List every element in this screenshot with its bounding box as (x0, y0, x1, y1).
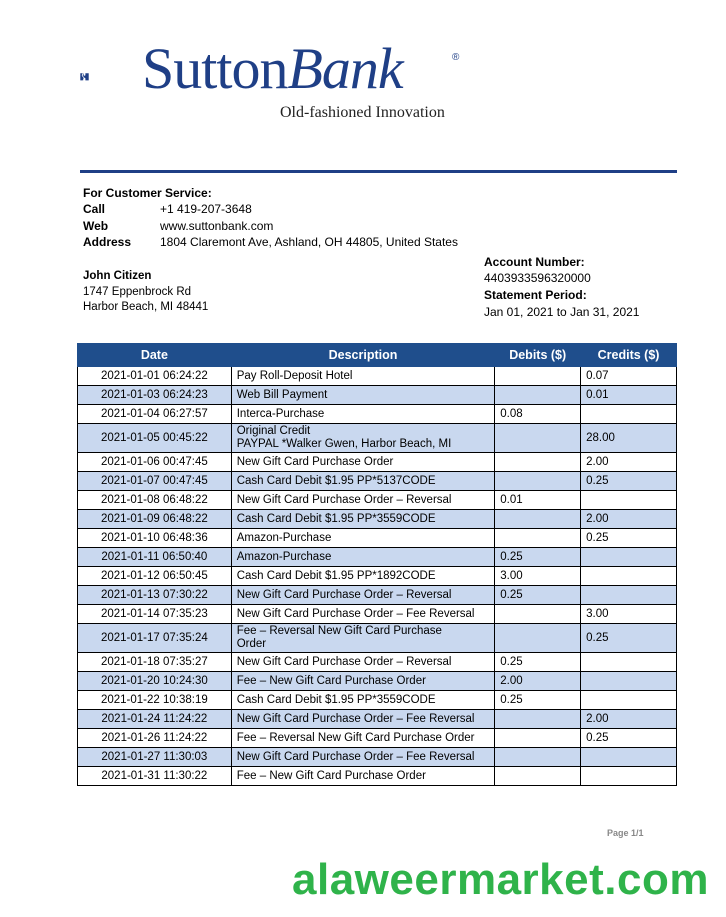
cell-credit: 2.00 (581, 453, 677, 472)
cell-credit: 0.25 (581, 729, 677, 748)
table-row (78, 548, 677, 567)
cell-debit (495, 529, 581, 548)
cell-credit: 0.07 (581, 367, 677, 386)
cell-debit: 2.00 (495, 672, 581, 691)
cell-description: Web Bill Payment (231, 386, 495, 405)
cell-date: 2021-01-10 06:48:36 (78, 529, 232, 548)
cell-date: 2021-01-31 11:30:22 (78, 767, 232, 786)
header-date: Date (78, 344, 232, 367)
cell-description: Cash Card Debit $1.95 PP*5137CODE (231, 472, 495, 491)
table-row (78, 529, 677, 548)
cell-credit: 0.25 (581, 472, 677, 491)
account-number-label: Account Number: (484, 255, 585, 269)
table-row (78, 691, 677, 710)
cell-date: 2021-01-14 07:35:23 (78, 605, 232, 624)
cell-description: Fee – Reversal New Gift Card Purchase Order (231, 729, 495, 748)
cell-credit (581, 653, 677, 672)
cell-debit: 0.25 (495, 548, 581, 567)
cell-credit: 28.00 (581, 424, 677, 453)
cell-date: 2021-01-08 06:48:22 (78, 491, 232, 510)
cell-description: Amazon-Purchase (231, 529, 495, 548)
cell-credit: 0.25 (581, 624, 677, 653)
cell-credit (581, 586, 677, 605)
cell-description: New Gift Card Purchase Order – Fee Reversal (231, 605, 495, 624)
table-row (78, 586, 677, 605)
page-number: Page 1/1 (607, 828, 644, 838)
cs-address-value: 1804 Claremont Ave, Ashland, OH 44805, United States (160, 235, 458, 249)
table-row (78, 453, 677, 472)
table-row (78, 672, 677, 691)
cell-credit: 3.00 (581, 605, 677, 624)
transactions-table (77, 343, 677, 786)
cs-call-row (83, 202, 252, 216)
bank-tagline: Old-fashioned Innovation (280, 104, 445, 121)
cell-date: 2021-01-26 11:24:22 (78, 729, 232, 748)
cell-description: New Gift Card Purchase Order – Reversal (231, 586, 495, 605)
table-row (78, 653, 677, 672)
cell-credit: 0.25 (581, 529, 677, 548)
cs-call-value: +1 419-207-3648 (160, 202, 252, 216)
table-row (78, 405, 677, 424)
table-row (78, 710, 677, 729)
table-header-row (78, 344, 677, 367)
table-row (78, 767, 677, 786)
cell-credit (581, 691, 677, 710)
cell-date: 2021-01-03 06:24:23 (78, 386, 232, 405)
table-row (78, 729, 677, 748)
cell-description: Interca-Purchase (231, 405, 495, 424)
table-row (78, 424, 677, 453)
cell-debit (495, 605, 581, 624)
cell-date: 2021-01-09 06:48:22 (78, 510, 232, 529)
cell-debit (495, 510, 581, 529)
table-row (78, 567, 677, 586)
bank-name: SuttonBank (142, 36, 403, 101)
cell-debit: 0.25 (495, 586, 581, 605)
table-row (78, 367, 677, 386)
cell-description: Cash Card Debit $1.95 PP*1892CODE (231, 567, 495, 586)
cell-date: 2021-01-13 07:30:22 (78, 586, 232, 605)
cell-debit (495, 767, 581, 786)
cell-debit: 0.25 (495, 653, 581, 672)
cell-date: 2021-01-01 06:24:22 (78, 367, 232, 386)
cell-date: 2021-01-22 10:38:19 (78, 691, 232, 710)
cell-date: 2021-01-12 06:50:45 (78, 567, 232, 586)
cell-date: 2021-01-04 06:27:57 (78, 405, 232, 424)
cell-description: Amazon-Purchase (231, 548, 495, 567)
cell-date: 2021-01-07 00:47:45 (78, 472, 232, 491)
cell-debit: 3.00 (495, 567, 581, 586)
statement-period: Jan 01, 2021 to Jan 31, 2021 (484, 305, 640, 319)
cell-credit (581, 767, 677, 786)
customer-address-1: 1747 Eppenbrock Rd (83, 286, 192, 298)
cs-web-label: Web (83, 219, 109, 233)
watermark-text: alaweermarket.com (292, 855, 709, 904)
cell-debit (495, 472, 581, 491)
account-number: 4403933596320000 (484, 271, 591, 285)
cell-debit (495, 710, 581, 729)
cell-credit (581, 567, 677, 586)
cs-web-row (83, 219, 273, 233)
registered-mark: ® (452, 52, 460, 63)
cell-description: New Gift Card Purchase Order – Fee Reversal (231, 710, 495, 729)
cell-debit: 0.25 (495, 691, 581, 710)
cell-date: 2021-01-27 11:30:03 (78, 748, 232, 767)
cell-credit: 0.01 (581, 386, 677, 405)
cell-description-line2: PAYPAL *Walker Gwen, Harbor Beach, MI (236, 438, 452, 450)
cell-credit (581, 672, 677, 691)
cell-description: New Gift Card Purchase Order – Fee Reversal (231, 748, 495, 767)
cell-date: 2021-01-18 07:35:27 (78, 653, 232, 672)
cs-web-value: www.suttonbank.com (160, 219, 274, 233)
table-row (78, 386, 677, 405)
cs-address-label: Address (83, 235, 132, 249)
cell-description: Pay Roll-Deposit Hotel (231, 367, 495, 386)
cell-credit (581, 748, 677, 767)
cell-debit (495, 424, 581, 453)
cell-debit (495, 386, 581, 405)
cell-debit: 0.08 (495, 405, 581, 424)
customer-name: John Citizen (83, 270, 152, 282)
cell-debit (495, 624, 581, 653)
cell-debit (495, 748, 581, 767)
customer-address-2: Harbor Beach, MI 48441 (83, 301, 209, 313)
cell-debit (495, 367, 581, 386)
cs-address-row (83, 235, 458, 249)
cell-description: New Gift Card Purchase Order – Reversal (231, 653, 495, 672)
cell-description (231, 424, 495, 453)
cell-credit (581, 491, 677, 510)
cell-description: Cash Card Debit $1.95 PP*3559CODE (231, 510, 495, 529)
header-description: Description (231, 344, 495, 367)
cell-description: New Gift Card Purchase Order – Reversal (231, 491, 495, 510)
cell-credit: 2.00 (581, 510, 677, 529)
table-row (78, 748, 677, 767)
statement-period-label: Statement Period: (484, 288, 587, 302)
customer-service-title: For Customer Service: (83, 186, 212, 200)
cell-description (231, 624, 495, 653)
cell-credit: 2.00 (581, 710, 677, 729)
cell-debit: 0.01 (495, 491, 581, 510)
cell-date: 2021-01-17 07:35:24 (78, 624, 232, 653)
table-row (78, 491, 677, 510)
cell-description-line2: Order (236, 638, 267, 650)
cell-description: Cash Card Debit $1.95 PP*3559CODE (231, 691, 495, 710)
cell-date: 2021-01-24 11:24:22 (78, 710, 232, 729)
cell-description: New Gift Card Purchase Order (231, 453, 495, 472)
cs-call-label: Call (83, 202, 106, 216)
bank-logo-mark (80, 48, 140, 108)
cell-date: 2021-01-20 10:24:30 (78, 672, 232, 691)
cell-debit (495, 453, 581, 472)
header-debits: Debits ($) (495, 344, 581, 367)
cell-date: 2021-01-05 00:45:22 (78, 424, 232, 453)
header-credits: Credits ($) (581, 344, 677, 367)
table-row (78, 510, 677, 529)
cell-credit (581, 405, 677, 424)
cell-description: Fee – New Gift Card Purchase Order (231, 672, 495, 691)
table-row (78, 605, 677, 624)
cell-credit (581, 548, 677, 567)
header-divider (80, 170, 677, 173)
cell-description-line1: Fee – Reversal New Gift Card Purchase (236, 625, 442, 637)
table-row (78, 624, 677, 653)
cell-description: Fee – New Gift Card Purchase Order (231, 767, 495, 786)
cell-date: 2021-01-06 00:47:45 (78, 453, 232, 472)
cell-date: 2021-01-11 06:50:40 (78, 548, 232, 567)
cell-description-line1: Original Credit (236, 425, 311, 437)
cell-debit (495, 729, 581, 748)
table-row (78, 472, 677, 491)
